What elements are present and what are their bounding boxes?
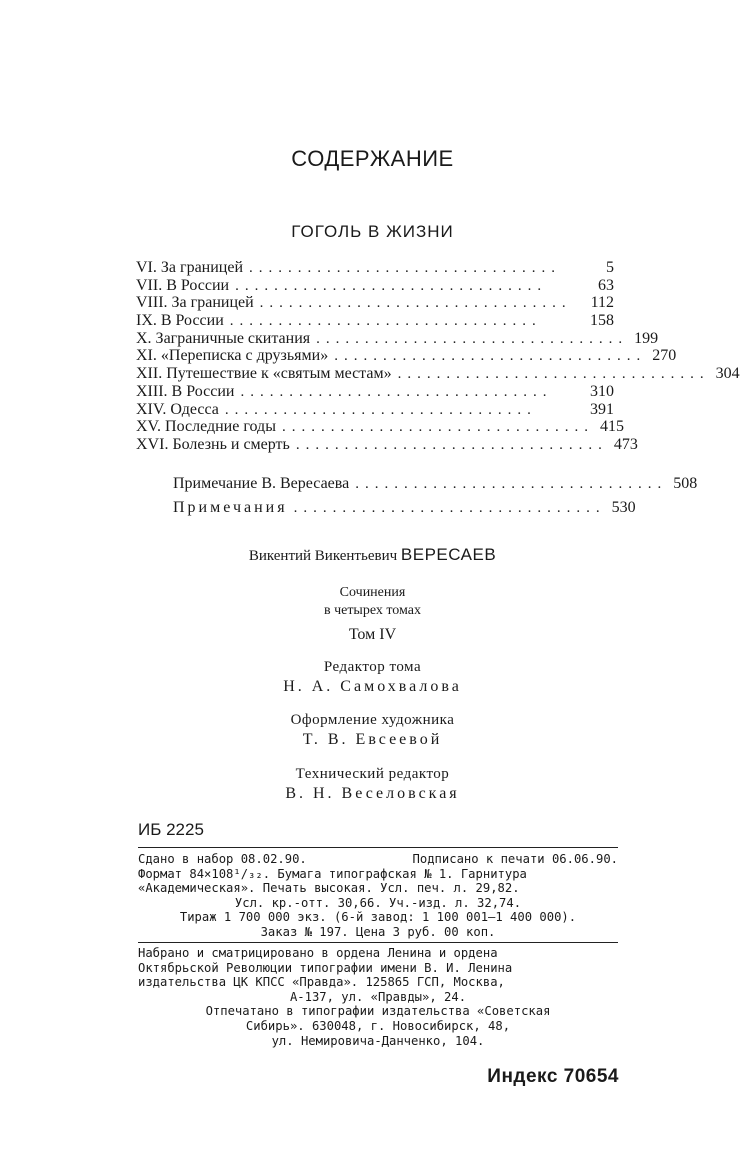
imprint-line: Тираж 1 700 000 экз. (6-й завод: 1 100 001—1 400 000). <box>179 910 577 925</box>
contents-heading: СОДЕРЖАНИЕ <box>291 146 454 171</box>
leader-dots: ................................ <box>229 313 542 330</box>
imprint-line: А-137, ул. «Правды», 24. <box>289 989 467 1004</box>
leader-dots: ................................ <box>235 277 548 294</box>
toc-entry-page: 473 <box>613 435 638 453</box>
toc-entry <box>136 294 614 312</box>
toc-entry-label: IX. В России <box>136 312 224 330</box>
toc-entry <box>136 435 638 454</box>
toc-entry <box>136 418 624 436</box>
toc-entry-label: XVI. Болезнь и смерть <box>136 435 290 453</box>
leader-dots: ................................ <box>281 419 594 436</box>
toc-entry <box>136 277 614 295</box>
imprint-line <box>138 852 618 867</box>
works-line: в четырех томах <box>323 603 422 618</box>
leader-dots: ................................ <box>240 383 553 400</box>
toc-entry-page: 158 <box>590 312 614 330</box>
toc-entry-page: 530 <box>611 499 636 516</box>
toc-entry-page: 310 <box>590 382 614 400</box>
divider <box>138 847 618 848</box>
toc-entry <box>173 496 636 520</box>
notes-entries <box>173 472 698 520</box>
leader-dots: ................................ <box>397 366 710 383</box>
leader-dots: ................................ <box>249 260 562 276</box>
leader-dots: ................................ <box>334 348 647 365</box>
toc-entry <box>136 401 614 419</box>
toc-entry-page: 199 <box>634 329 659 347</box>
works-title <box>0 584 745 620</box>
leader-dots: ................................ <box>224 401 537 418</box>
imprint-printing-data <box>138 946 618 1048</box>
divider <box>138 942 618 943</box>
imprint-line: Отпечатано в типографии издательства «Советская <box>205 1004 551 1019</box>
section-heading: ГОГОЛЬ В ЖИЗНИ <box>291 222 454 241</box>
toc-entry <box>136 365 740 383</box>
toc-entry-label: Примечание В. Вересаева <box>173 475 350 492</box>
toc-entry-page: 270 <box>652 347 677 365</box>
toc-entry-page: 304 <box>715 365 740 383</box>
leader-dots: ................................ <box>259 295 572 312</box>
credit-name: В. Н. Веселовская <box>285 785 460 802</box>
catalog-index: Индекс 70654 <box>487 1066 619 1087</box>
toc-entry-label: XI. «Переписка с друзьями» <box>136 347 329 365</box>
imprint-text: Сдано в набор 08.02.90. <box>138 852 307 866</box>
toc-entry-page: 508 <box>673 475 698 492</box>
toc-entry <box>136 312 614 330</box>
imprint-line: Формат 84×108¹/₃₂. Бумага типографская № 1. Гарнитура <box>138 866 527 881</box>
credit-name: Т. В. Евсеевой <box>302 731 443 748</box>
toc-entry-page: 112 <box>590 294 614 312</box>
toc-entry-label: X. Заграничные скитания <box>136 329 311 347</box>
toc-entry-label: XV. Последние годы <box>136 418 276 436</box>
imprint-text: Подписано к печати 06.06.90. <box>412 852 618 866</box>
toc-entry <box>136 329 659 348</box>
toc-entry-label: Примечания <box>173 499 288 516</box>
author-given-names: Викентий Викентьевич <box>248 548 398 564</box>
imprint-publishing-data <box>138 852 618 940</box>
imprint-line: Усл. кр.-отт. 30,66. Уч.-изд. л. 32,74. <box>234 895 522 910</box>
credit-name: Н. А. Самохвалова <box>283 678 462 695</box>
toc-entry <box>136 347 677 365</box>
imprint-line: Набрано и сматрицировано в ордена Ленина и ордена <box>138 946 498 960</box>
credit-block <box>0 712 745 749</box>
toc-entry-label: VIII. За границей <box>136 294 254 312</box>
toc-entry-label: XIV. Одесса <box>136 400 219 418</box>
author-line <box>0 545 745 565</box>
leader-dots: ................................ <box>295 436 608 453</box>
volume-label: Том IV <box>348 626 397 643</box>
credit-role: Оформление художника <box>290 712 455 728</box>
leader-dots: ................................ <box>316 330 629 347</box>
imprint-line: Сибирь». 630048, г. Новосибирск, 48, <box>245 1018 511 1033</box>
ib-number: ИБ 2225 <box>138 820 204 839</box>
toc-entry-page: 5 <box>606 259 614 276</box>
table-of-contents <box>136 259 740 454</box>
leader-dots: ................................ <box>293 500 606 516</box>
toc-entry-page: 63 <box>598 276 614 294</box>
toc-entry <box>136 259 614 277</box>
works-line: Сочинения <box>339 585 406 600</box>
credit-role: Технический редактор <box>295 766 450 782</box>
imprint-line: Октябрьской Революции типографии имени В. И. Ленина <box>138 960 513 975</box>
credit-block <box>0 659 745 696</box>
imprint-line: Заказ № 197. Цена 3 руб. 00 коп. <box>260 924 496 939</box>
toc-entry <box>136 383 614 401</box>
imprint-line: издательства ЦК КПСС «Правда». 125865 ГСП, Москва, <box>138 975 505 990</box>
author-surname: ВЕРЕСАЕВ <box>400 545 497 564</box>
toc-entry-label: VII. В России <box>136 276 230 294</box>
toc-entry <box>173 472 698 496</box>
toc-entry-page: 415 <box>599 418 624 436</box>
credit-role: Редактор тома <box>323 659 422 675</box>
toc-entry-label: XII. Путешествие к «святым местам» <box>136 365 392 383</box>
leader-dots: ................................ <box>355 476 668 492</box>
imprint-line: ул. Немировича-Данченко, 104. <box>271 1033 485 1048</box>
imprint-line: «Академическая». Печать высокая. Усл. печ. л. 29,82. <box>138 881 520 896</box>
toc-entry-page: 391 <box>590 400 614 418</box>
toc-entry-label: VI. За границей <box>136 259 244 276</box>
toc-entry-label: XIII. В России <box>136 382 235 400</box>
credit-block <box>0 766 745 803</box>
